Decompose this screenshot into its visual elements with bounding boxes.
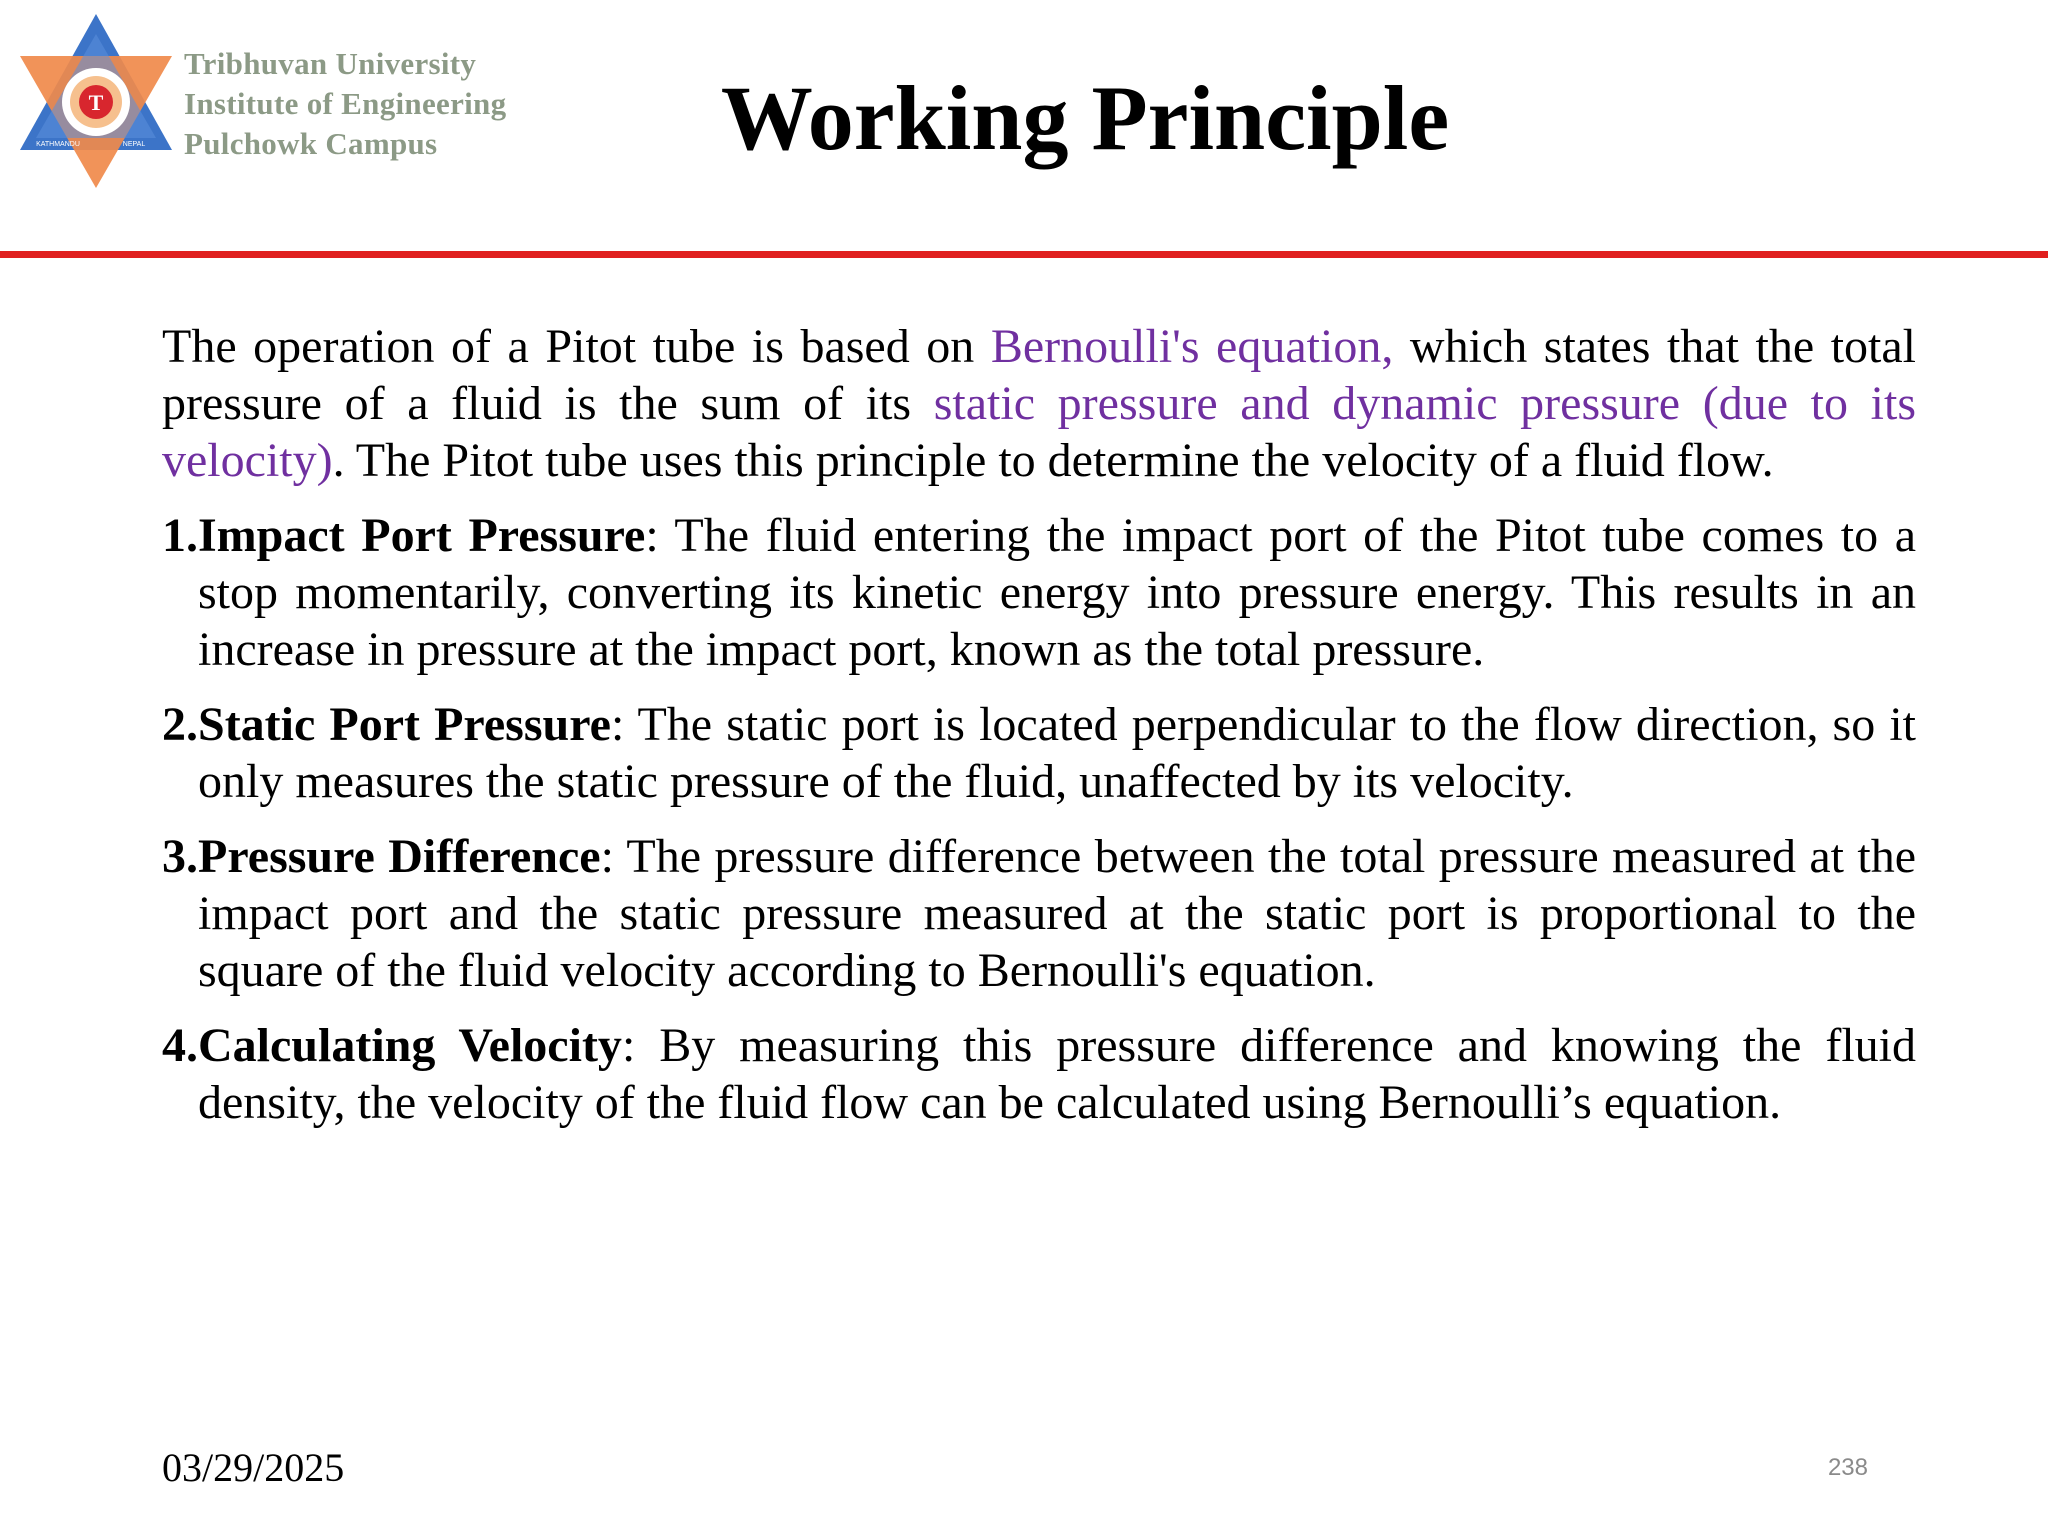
logo-line-campus: Pulchowk Campus [184,126,438,161]
intro-text-1: The operation of a Pitot tube is based on [162,320,991,373]
item-text: : The fluid entering the impact port of the Pitot tube comes to a stop momentarily, converting its kinetic energy into pressure energy. This results in an increase in pressure at the impact port, known as the total pressure. [198,509,1916,676]
item-number: 1. [162,509,198,562]
list-item [162,696,1916,810]
emblem-letter: T [88,90,104,115]
page-number: 238 [1827,1454,1868,1481]
intro-text-3: . The Pitot tube uses this principle to determine the velocity of a fluid flow. [332,434,1774,487]
item-term: Pressure Difference [198,830,601,883]
item-term: Calculating Velocity [198,1019,622,1072]
item-text: : By measuring this pressure difference and knowing the fluid density, the velocity of the fluid flow can be calculated using Bernoulli’s equation. [198,1019,1917,1129]
item-number: 4. [162,1019,198,1072]
university-logo [10,10,610,195]
emblem-word-right: NEPAL [122,141,146,148]
item-text: : The pressure difference between the total pressure measured at the impact port and the static pressure measured at the static port is proportional to the square of the fluid velocity according to Bernoulli's equation. [198,830,1916,997]
emblem-word-left: KATHMANDU [36,141,80,148]
logo-text [184,44,506,164]
item-number: 3. [162,830,198,883]
intro-highlight-bernoulli: Bernoulli's equation, [990,320,1394,373]
logo-line-university: Tribhuvan University [184,46,477,81]
list-item [162,1017,1916,1131]
university-emblem-icon [10,10,182,192]
footer-date: 03/29/2025 [162,1445,345,1490]
list-item [162,507,1916,678]
intro-text-2: which states that the total pressure of a fluid is the sum of its [162,320,1917,430]
item-number: 2. [162,698,198,751]
slide-title: Working Principle [720,67,1450,169]
list-item [162,828,1916,999]
header-divider [0,251,2048,258]
item-term: Static Port Pressure [198,698,611,751]
principle-list [162,507,1916,1131]
logo-line-institute: Institute of Engineering [184,86,507,121]
intro-paragraph [162,318,1916,489]
item-term: Impact Port Pressure [198,509,646,562]
slide-body [162,318,1916,1149]
intro-highlight-pressures: static pressure and dynamic pressure (due to its velocity) [162,377,1917,487]
item-text: : The static port is located perpendicular to the flow direction, so it only measures the static pressure of the fluid, unaffected by its velocity. [198,698,1916,808]
